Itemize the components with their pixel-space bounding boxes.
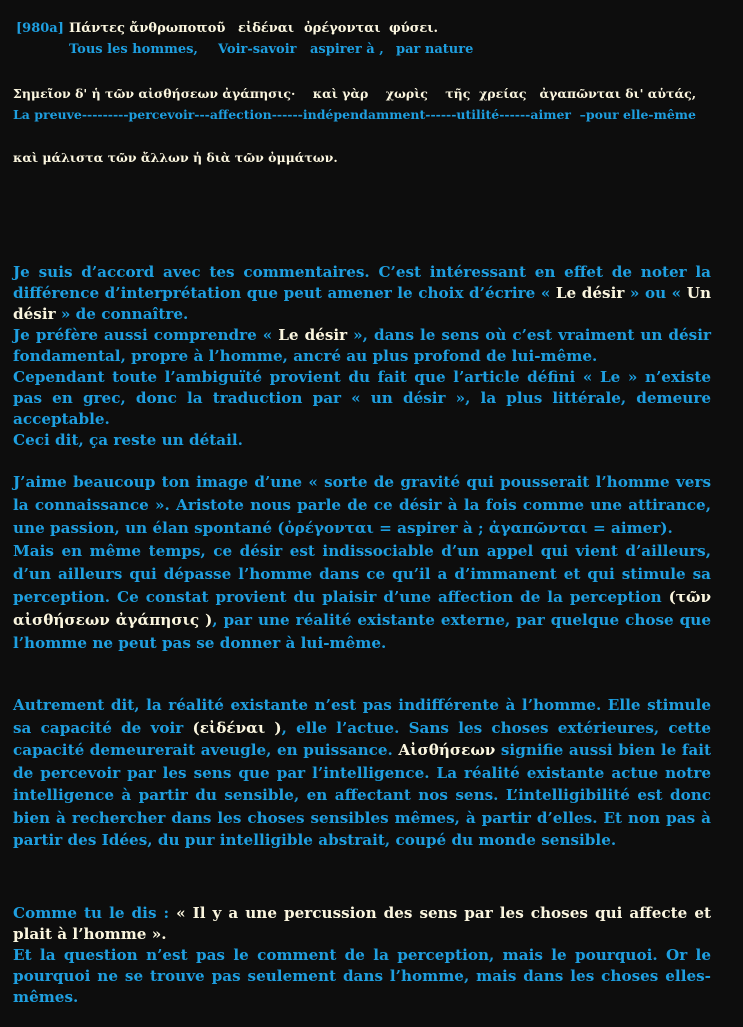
p3b-highlight: (τῶν αἰσθήσεων ἀγάπησις ) xyxy=(13,588,711,629)
p4a-highlight: (εἰδέναι ) xyxy=(192,718,282,737)
paragraph-4 xyxy=(13,694,711,852)
p4a-text: Autrement dit, la réalité existante n’est pas indifférente à l’homme. Elle stimule sa capacité de voir xyxy=(13,696,711,737)
translation-line-1-word-1: Tous les hommes, xyxy=(69,42,198,57)
greek-line-1-reference: [980a] xyxy=(16,21,64,36)
greek-line-1-word-5: φύσει. xyxy=(389,21,439,36)
translation-line-2: La preuve---------percevoir---affection------indépendamment------utilité------aimer –pour elle-même xyxy=(13,107,696,122)
p4a-text-3: signifie aussi bien le fait de percevoir par les sens que par l’intelligence. La réalité existante actue notre intelligence à partir du sensible, en affectant nos sens. L’intelligibilité est donc bien à rechercher dans les choses sensibles mêmes, à partir d’elles. Et non pas à partir des Idées, du pur intelligible abstrait, coupé du monde sensible. xyxy=(13,741,711,849)
paragraph-5 xyxy=(13,903,711,1008)
greek-line-3: καὶ μάλιστα τῶν ἄλλων ἡ διὰ τῶν ὀμμάτων. xyxy=(13,150,338,165)
translation-line-1-word-3: aspirer à , xyxy=(310,42,384,57)
p1b-text: Je préfère aussi comprendre « xyxy=(13,326,279,344)
p3b-text: Mais en même temps, ce désir est indissociable d’un appel qui vient d’ailleurs, d’un ailleurs qui dépasse l’homme dans ce qu’il a d’immanent et qui stimule sa perception. Ce constat provient du plaisir d’une affection de la perception xyxy=(13,542,711,606)
paragraph-3 xyxy=(13,471,711,655)
paragraph-3a: J’aime beaucoup ton image d’une « sorte de gravité qui pousserait l’homme vers la connaissance ». Aristote nous parle de ce désir à la fois comme une attirance, une passion, un élan spontané (ὀρέγονται = aspirer à ; ἀγαπῶνται = aimer). xyxy=(13,473,711,537)
p4a-text-2: , elle l’actue. Sans les choses extérieures, cette capacité demeurerait aveugle, en puissance. xyxy=(13,718,711,759)
paragraph-1b xyxy=(13,325,711,367)
paragraph-1 xyxy=(13,262,711,430)
translation-line-1-word-2: Voir-savoir xyxy=(218,42,297,57)
p3b-text-2: , par une réalité existante externe, par quelque chose que l’homme ne peut pas se donner à lui-même. xyxy=(13,611,711,652)
paragraph-1c: Cependant toute l’ambiguïté provient du fait que l’article défini « Le » n’existe pas en grec, donc la traduction par « un désir », la plus littérale, demeure acceptable. xyxy=(13,368,711,428)
translation-line-1-word-4: par nature xyxy=(396,42,474,57)
greek-line-1-word-4: ὀρέγονται xyxy=(304,21,381,36)
paragraph-5b: Et la question n’est pas le comment de la perception, mais le pourquoi. Or le pourquoi ne se trouve pas seulement dans l’homme, mais dans les choses elles-mêmes. xyxy=(13,946,711,1006)
greek-line-2: Σημεῖον δ' ἡ τῶν αἰσθήσεων ἀγάπησις· καὶ γὰρ χωρὶς τῆς χρείας ἀγαπῶνται δι' αὑτάς, xyxy=(13,86,697,101)
p1a-text-3: » de connaître. xyxy=(55,305,189,323)
greek-line-1-word-3: εἰδέναι xyxy=(238,21,295,36)
greek-line-1-word-2: τοῦ xyxy=(199,21,226,36)
p1b-highlight: Le désir xyxy=(278,326,348,344)
p1a-text-2: » ou « xyxy=(624,284,687,302)
greek-line-1-word-1: Πάντες ἄνθρωποι xyxy=(69,21,203,36)
paragraph-2-text: Ceci dit, ça reste un détail. xyxy=(13,431,243,449)
paragraph-1a xyxy=(13,262,711,325)
paragraph-4a xyxy=(13,694,711,852)
p4a-highlight-2: Αἰσθήσεων xyxy=(398,741,496,759)
paragraph-5a xyxy=(13,903,711,945)
p5a-highlight: « Il y a une percussion des sens par les choses qui affecte et plait à l’homme ». xyxy=(13,904,711,943)
p1a-highlight-1: Le désir xyxy=(555,284,625,302)
p1b-text-2: », dans le sens où c’est vraiment un désir fondamental, propre à l’homme, ancré au plus profond de lui-même. xyxy=(13,326,712,365)
p5a-text: Comme tu le dis : xyxy=(13,904,177,922)
paragraph-3b xyxy=(13,540,711,655)
p1a-highlight-2: Un désir xyxy=(13,284,711,323)
paragraph-2 xyxy=(13,430,711,451)
p1a-text: Je suis d’accord avec tes commentaires. C’est intéressant en effet de noter la différence d’interprétation que peut amener le choix d’écrire « xyxy=(13,263,711,302)
